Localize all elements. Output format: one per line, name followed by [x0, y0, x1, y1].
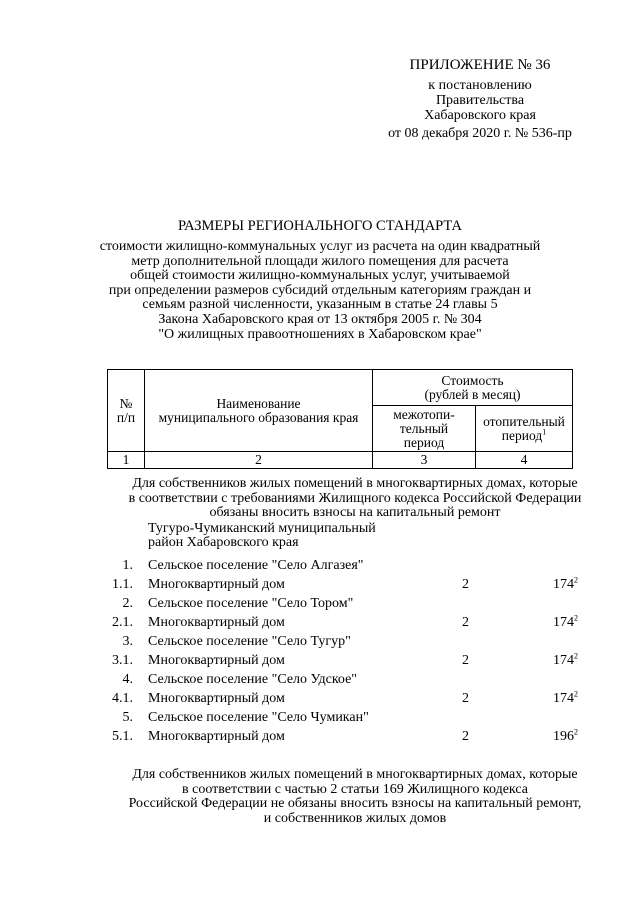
row-non-heating-value: 2 [462, 615, 469, 630]
row-number: 3.1. [112, 653, 133, 668]
subtitle-line: Закона Хабаровского края от 13 октября 2005 г. № 304 [158, 311, 482, 327]
row-number: 1. [122, 558, 133, 573]
section-heading-no-capital-repair [90, 768, 620, 826]
appendix-heading: ПРИЛОЖЕНИЕ № 36 [409, 57, 551, 73]
section-line: Для собственников жилых помещений в многоквартирных домах, которые [132, 476, 578, 491]
document-subtitle [70, 240, 570, 342]
section-line: Российской Федерации не обязаны вносить взносы на капитальный ремонт, [128, 796, 582, 812]
footnote-mark: 1 [542, 427, 547, 436]
row-non-heating-value: 2 [462, 653, 469, 668]
region-heading: Тугуро-Чумиканский муниципальный район Хабаровского края [148, 521, 376, 550]
section-line: Для собственников жилых помещений в многоквартирных домах, которые [132, 767, 578, 782]
row-non-heating-value: 2 [462, 691, 469, 706]
row-heating-value: $174^2$ [553, 613, 578, 630]
table-row [0, 575, 640, 594]
row-name: Сельское поселение "Село Тугур" [148, 634, 351, 649]
row-non-heating-value: 2 [462, 729, 469, 744]
subtitle-line: общей стоимости жилищно-коммунальных услуг, учитываемой [130, 268, 510, 284]
document-title: РАЗМЕРЫ РЕГИОНАЛЬНОГО СТАНДАРТА [177, 218, 463, 234]
row-heating-value: $196^2$ [553, 727, 578, 744]
row-name: Сельское поселение "Село Удское" [148, 672, 358, 687]
row-number: 5.1. [112, 729, 133, 744]
table-rows [0, 556, 640, 746]
section-line: в соответствии с требованиями Жилищного кодекса Российской Федерации [128, 490, 582, 506]
table-row [0, 727, 640, 746]
row-number: 5. [122, 710, 133, 725]
row-name: Сельское поселение "Село Алгазея" [148, 558, 364, 573]
row-name: Многоквартирный дом [148, 615, 285, 630]
header-cost: Стоимость (рублей в месяц) [373, 370, 573, 406]
header-municipality: Наименование муниципального образования края [145, 370, 373, 452]
footnote-mark: 2 [574, 575, 578, 585]
row-number: 3. [122, 634, 133, 649]
row-number: 4. [122, 672, 133, 687]
table-row [0, 651, 640, 670]
footnote-mark: 2 [574, 613, 578, 623]
table-row [0, 556, 640, 575]
row-heating-value: $174^2$ [553, 689, 578, 706]
column-number: 1 [108, 452, 145, 469]
subtitle-line: при определении размеров субсидий отдельным категориям граждан и [108, 282, 532, 298]
table-row [0, 689, 640, 708]
standards-table-header [107, 369, 573, 469]
subtitle-line: стоимости жилищно-коммунальных услуг из расчета на один квадратный [99, 239, 541, 254]
row-number: 2.1. [112, 615, 133, 630]
section-line: в соответствии с частью 2 статьи 169 Жилищного кодекса [182, 781, 528, 797]
footnote-mark: 2 [574, 727, 578, 737]
row-name: Многоквартирный дом [148, 653, 285, 668]
header-non-heating-period: межотопи- тельный период [373, 406, 476, 452]
row-heating-value: $174^2$ [553, 651, 578, 668]
appendix-line: Хабаровского края [424, 108, 536, 123]
row-heating-value: $174^2$ [553, 575, 578, 592]
table-row [0, 708, 640, 727]
column-number: 4 [476, 452, 573, 469]
subtitle-line: "О жилищных правоотношениях в Хабаровском крае" [158, 326, 482, 342]
appendix-block [330, 58, 630, 141]
row-number: 2. [122, 596, 133, 611]
section-line: и собственников жилых домов [263, 810, 447, 826]
footnote-mark: 2 [574, 689, 578, 699]
section-line: обязаны вносить взносы на капитальный ремонт [209, 505, 501, 521]
appendix-line: Правительства [435, 93, 525, 108]
header-heating-period: отопительный период$^1$ [476, 406, 573, 452]
column-number: 3 [373, 452, 476, 469]
row-name: Многоквартирный дом [148, 577, 285, 592]
header-number: № п/п [108, 370, 145, 452]
row-number: 1.1. [112, 577, 133, 592]
subtitle-line: метр дополнительной площади жилого помещения для расчета [131, 253, 509, 269]
column-number: 2 [145, 452, 373, 469]
appendix-date: от 08 декабря 2020 г. № 536-пр [388, 126, 572, 141]
table-row [0, 670, 640, 689]
row-name: Сельское поселение "Село Чумикан" [148, 710, 369, 725]
row-number: 4.1. [112, 691, 133, 706]
row-name: Многоквартирный дом [148, 691, 285, 706]
appendix-line: к постановлению [428, 78, 532, 93]
table-row [0, 613, 640, 632]
footnote-mark: 2 [574, 651, 578, 661]
row-name: Сельское поселение "Село Тором" [148, 596, 354, 611]
subtitle-line: семьям разной численности, указанным в статье 24 главы 5 [142, 297, 498, 313]
section-heading-capital-repair [90, 477, 620, 521]
row-name: Многоквартирный дом [148, 729, 285, 744]
table-row [0, 632, 640, 651]
table-row [0, 594, 640, 613]
row-non-heating-value: 2 [462, 577, 469, 592]
